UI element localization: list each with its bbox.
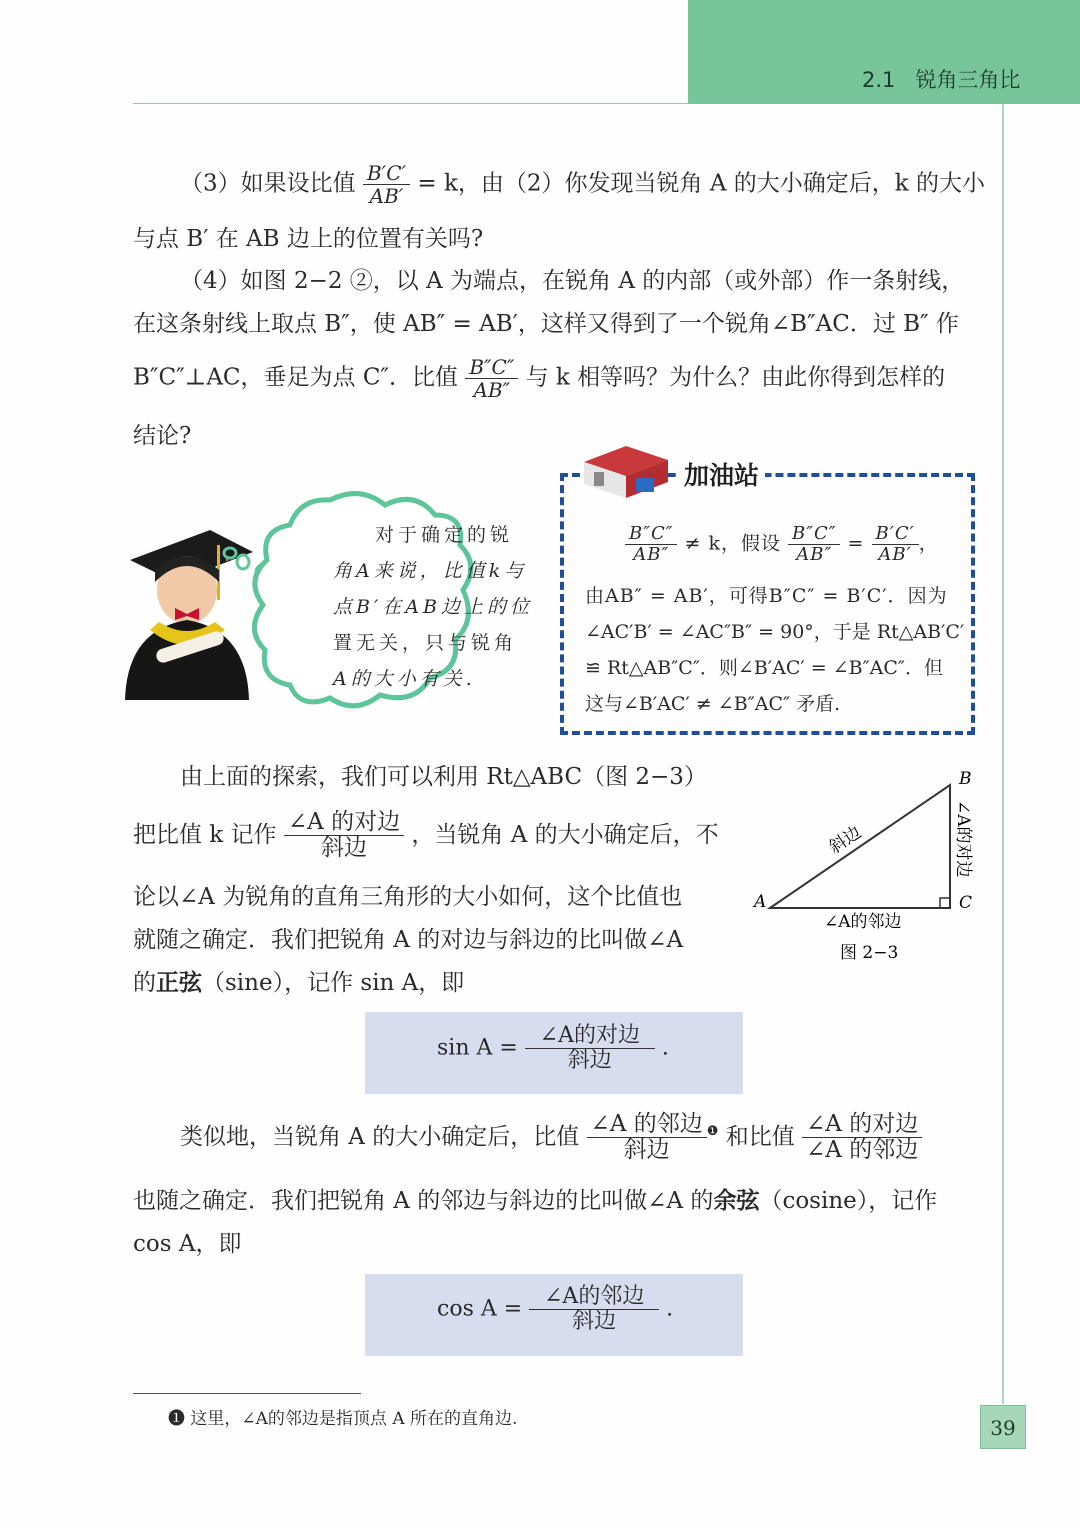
station-line-3: ∠AC′B′ = ∠AC″B″ = 90°，于是 Rt△AB′C′ bbox=[585, 621, 965, 643]
p6-fraction-1: $\frac{\text{∠A 的邻边}}{\text{斜边}}$ bbox=[587, 1112, 707, 1164]
vertex-A: A bbox=[754, 892, 767, 912]
adjacent-label: ∠A的邻边 bbox=[824, 912, 902, 932]
p3-line2: 与点 B′ 在 AB 边上的位置有关吗? bbox=[133, 226, 484, 252]
thought-line-3: 点B′在AB边上的位 bbox=[333, 596, 533, 618]
p5-line2: 把比值 k 记作 $\frac{\text{∠A 的对边}}{\text{斜边}}$ ，当锐角 A 的大小确定后，不 bbox=[133, 809, 719, 862]
p6-fraction-2: $\frac{\text{∠A 的对边}}{\text{∠A 的邻边}}$ bbox=[802, 1112, 922, 1164]
p4-line4: 结论? bbox=[133, 423, 192, 449]
p6-line2: 也随之确定．我们把锐角 A 的邻边与斜边的比叫做∠A 的余弦（cosine），记作 bbox=[133, 1188, 938, 1214]
thought-line-5: A的大小有关. bbox=[333, 668, 476, 690]
hypotenuse-label: 斜边 bbox=[825, 822, 865, 859]
header-rule bbox=[133, 103, 689, 104]
thought-line-1: 对于确定的锐 bbox=[375, 524, 514, 546]
footnote-rule bbox=[133, 1393, 361, 1394]
p5-line5: 的正弦（sine），记作 sin A，即 bbox=[133, 970, 465, 996]
p6-line1: 类似地，当锐角 A 的大小确定后，比值 $\frac{\text{∠A 的邻边}}{\text{斜边}}$ $^❶$ 和比值 $\frac{\text{∠A 的对边}}{\text{∠A 的邻边}}$ bbox=[180, 1112, 922, 1164]
p5-fraction: $\frac{\text{∠A 的对边}}{\text{斜边}}$ bbox=[284, 810, 404, 862]
p6-line3: cos A，即 bbox=[133, 1231, 242, 1257]
p4-line3: B″C″⊥AC，垂足为点 C″．比值 $\frac{B''C''}{AB''}$ 与 k 相等吗？为什么？由此你得到怎样的 bbox=[133, 355, 946, 402]
section-title: 锐角三角比 bbox=[915, 68, 1021, 92]
sin-formula: sin A = $\frac{\text{∠A的对边}}{\text{斜边}}$ . bbox=[437, 1023, 669, 1074]
p3-line1: （3）如果设比值 $\frac{B'C'}{AB'}$ = k，由（2）你发现当锐角 A 的大小确定后，k 的大小 bbox=[180, 161, 985, 208]
station-line-2: 由AB″ = AB′，可得B″C″ = B′C′．因为 bbox=[585, 585, 948, 607]
p5-line4: 就随之确定．我们把锐角 A 的对边与斜边的比叫做∠A bbox=[133, 927, 684, 953]
cos-formula: cos A = $\frac{\text{∠A的邻边}}{\text{斜边}}$ . bbox=[437, 1284, 674, 1335]
p5-line1: 由上面的探索，我们可以利用 Rt△ABC（图 2−3） bbox=[180, 764, 707, 790]
opposite-label: ∠A的对边 bbox=[953, 800, 973, 878]
p4-line2: 在这条射线上取点 B″，使 AB″ = AB′，这样又得到了一个锐角∠B″AC．过 B″ 作 bbox=[133, 311, 959, 337]
section-header bbox=[862, 64, 1020, 94]
term-sine: 正弦 bbox=[156, 970, 202, 996]
footnote: ❶ 这里，∠A的邻边是指顶点 A 所在的直角边. bbox=[168, 1409, 518, 1429]
vertex-C: C bbox=[959, 893, 973, 913]
section-number: 2.1 bbox=[862, 68, 896, 92]
footnote-marker: ❶ bbox=[706, 1124, 719, 1140]
vertex-B: B bbox=[959, 769, 972, 789]
figure-caption: 图 2−3 bbox=[840, 943, 899, 963]
station-line-1: $\frac{B''C''}{AB''}$ ≠ k，假设 $\frac{B''C''}{AB''}$ = $\frac{B'C'}{AB'}$ ， bbox=[625, 524, 939, 565]
p3-fraction: $\frac{B'C'}{AB'}$ bbox=[363, 162, 410, 207]
term-cosine: 余弦 bbox=[713, 1188, 760, 1214]
station-line-4: ≌ Rt△AB″C″．则∠B′AC′ = ∠B″AC″．但 bbox=[585, 657, 944, 679]
thought-line-4: 置无关，只与锐角 bbox=[333, 632, 518, 654]
p4-line1: （4）如图 2−2 ②，以 A 为端点，在锐角 A 的内部（或外部）作一条射线， bbox=[180, 268, 965, 294]
page-number: 39 bbox=[980, 1405, 1026, 1449]
margin-rule bbox=[1002, 104, 1004, 1404]
p4-fraction: $\frac{B''C''}{AB''}$ bbox=[465, 356, 518, 401]
thought-line-2: 角A来说，比值k与 bbox=[333, 560, 528, 582]
station-line-5: 这与∠B′AC′ ≠ ∠B″AC″ 矛盾. bbox=[585, 693, 841, 715]
triangle-figure bbox=[748, 768, 988, 968]
gas-station-icon bbox=[580, 440, 672, 502]
station-title: 加油站 bbox=[678, 456, 765, 492]
p5-line3: 论以∠A 为锐角的直角三角形的大小如何，这个比值也 bbox=[133, 884, 683, 910]
